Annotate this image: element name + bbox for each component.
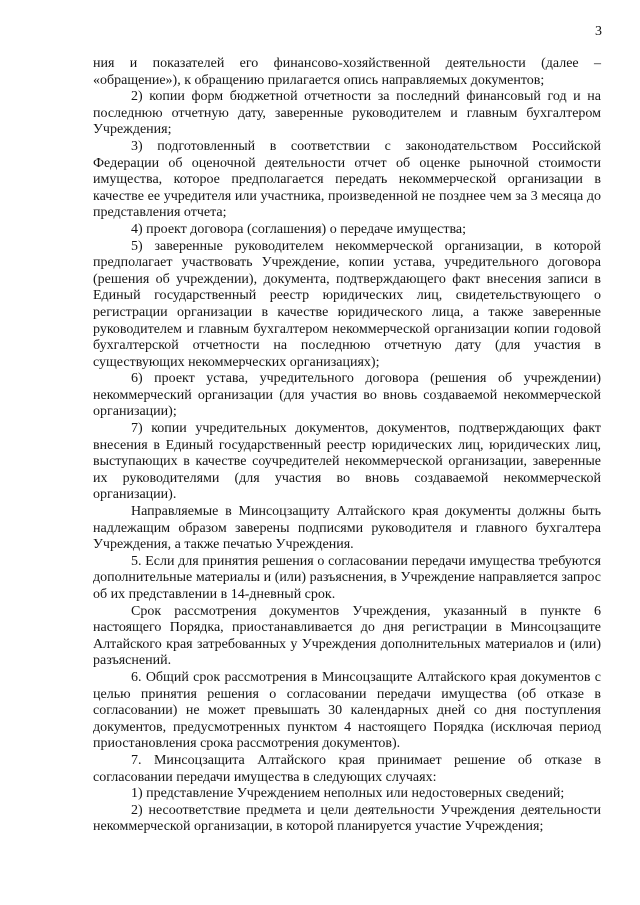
paragraph-item-7: 7) копии учредительных документов, документов, подтверждающих факт внесения в Единый государственный реестр юридических лиц, юридических лиц, выступающих в качестве соучредителей некоммерческой организации, заверенные их руководителями (для участия во вновь создаваемой некоммерческой организации).: [93, 421, 601, 503]
paragraph-section-7: 7. Минсоцзащита Алтайского края принимает решение об отказе в согласовании передачи имущества в следующих случаях:: [93, 752, 601, 785]
paragraph-refusal-1: 1) представление Учреждением неполных или недостоверных сведений;: [131, 786, 565, 802]
paragraph-refusal-2: 2) несоответствие предмета и цели деятельности Учреждения деятельности некоммерческой организации, в которой планируется участие Учреждения;: [93, 802, 601, 835]
paragraph-section-5: 5. Если для принятия решения о согласовании передачи имущества требуются дополнительные материалы и (или) разъяснения, в Учреждение направляется запрос об их представлении в 14-дневный срок.: [93, 553, 601, 602]
paragraph-item-5: 5) заверенные руководителем некоммерческой организации, в которой предполагает участвовать Учреждение, копии устава, учредительного договора (решения об учреждении), документа, подтверждающего факт внесения записи в Единый государственный реестр юридических лиц, свидетельствующего о регистрации организации в качестве юридического лица, а также заверенные руководителем и главным бухгалтером некоммерческой организации копии годовой бухгалтерской отчетности на последнюю отчетную дату (для участия в существующих некоммерческих организациях);: [93, 238, 601, 370]
document-body: [93, 56, 601, 836]
page-number: 3: [595, 24, 602, 39]
paragraph-certification: Направляемые в Минсоцзащиту Алтайского края документы должны быть надлежащим образом заверены подписями руководителя и главного бухгалтера Учреждения, а также печатью Учреждения.: [93, 504, 601, 553]
paragraph-item-4: 4) проект договора (соглашения) о передаче имущества;: [131, 221, 467, 237]
paragraph-section-6: 6. Общий срок рассмотрения в Минсоцзащите Алтайского края документов с целью принятия решения о согласовании передачи имущества (об отказе в согласовании) не может превышать 30 календарных дней со дня поступления документов, предусмотренных пунктом 4 настоящего Порядка (исключая период приостановления срока рассмотрения документов).: [93, 669, 601, 752]
paragraph-item-2: 2) копии форм бюджетной отчетности за последний финансовый год и на последнюю отчетную дату, заверенные руководителем и главным бухгалтером Учреждения;: [93, 89, 601, 138]
paragraph-item-6: 6) проект устава, учредительного договора (решения об учреждении) некоммерческий организации (для участия во вновь создаваемой некоммерческой организации);: [93, 371, 601, 420]
paragraph-continuation: ния и показателей его финансово-хозяйственной деятельности (далее – «обращение»), к обращению прилагается опись направляемых документов;: [93, 56, 601, 88]
paragraph-suspension: Срок рассмотрения документов Учреждения, указанный в пункте 6 настоящего Порядка, приостанавливается до дня регистрации в Минсоцзащите Алтайского края затребованных у Учреждения дополнительных материалов и (или) разъяснений.: [93, 603, 601, 669]
paragraph-item-3: 3) подготовленный в соответствии с законодательством Российской Федерации об оценочной деятельности отчет об оценке рыночной стоимости имущества, которое предполагается передать некоммерческой организации в качестве ее учредителя или участника, произведенной не позднее чем за 3 месяца до представления отчета;: [93, 138, 601, 221]
